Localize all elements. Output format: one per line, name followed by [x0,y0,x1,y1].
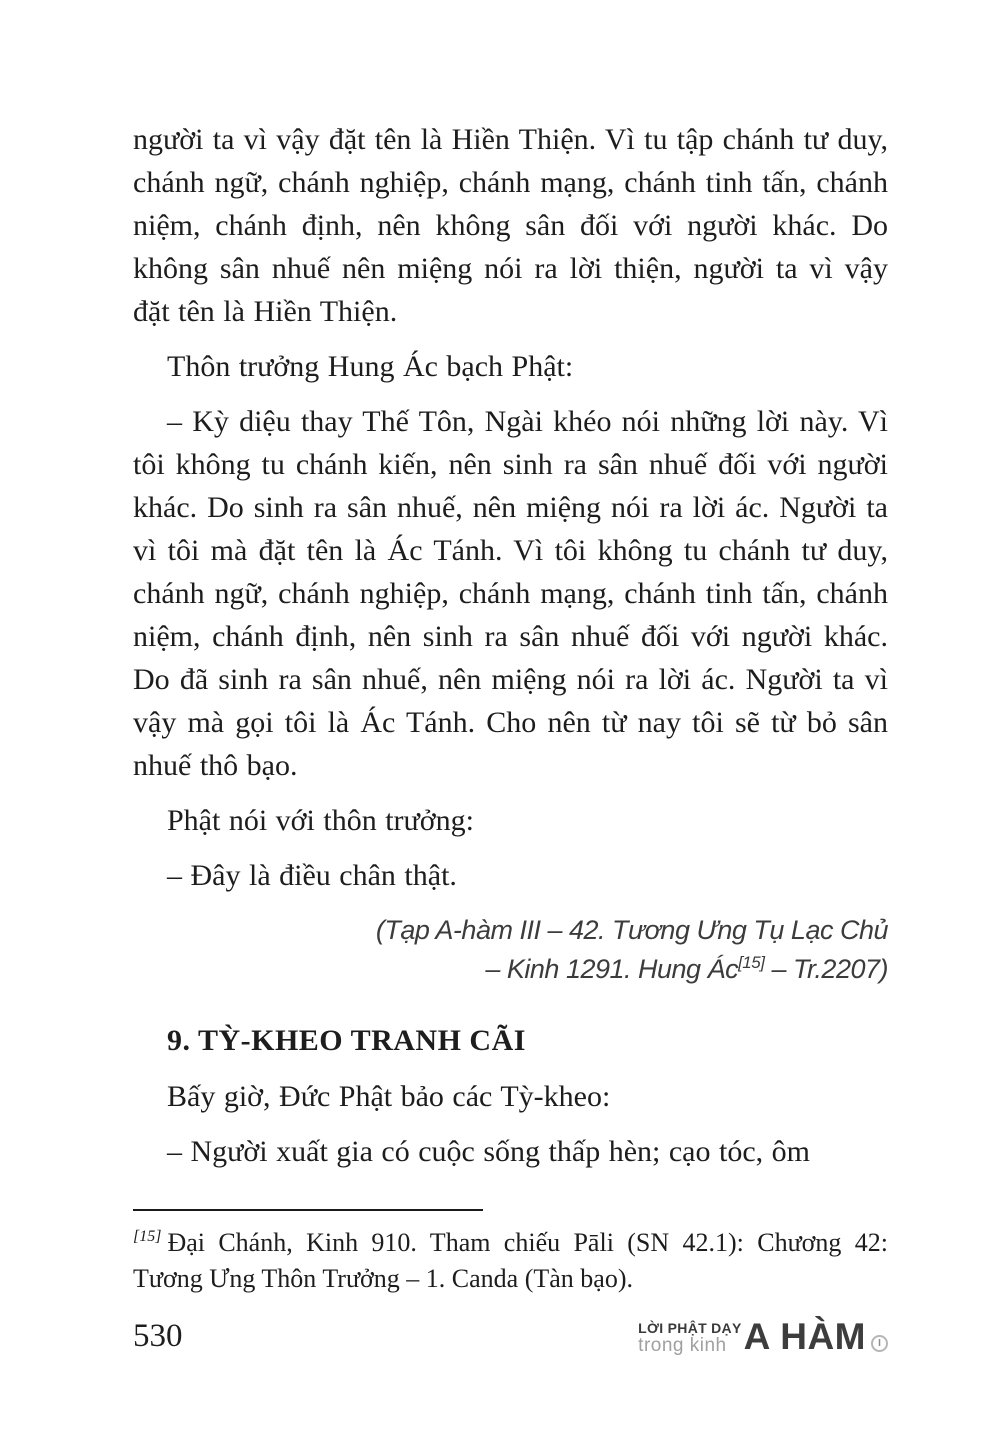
paragraph-continuation: người ta vì vậy đặt tên là Hiền Thiện. Vì tu tập chánh tư duy, chánh ngữ, chánh nghiệp, chánh mạng, chánh tinh tấn, chánh niệm, chánh định, nên không sân đối với người khác. Do không sân nhuế nên miệng nói ra lời thiện, người ta vì vậy đặt tên là Hiền Thiện. [133,123,888,328]
logo-subtitle-top: LỜI PHẬT DẠY [638,1320,742,1336]
footnote: [15] Đại Chánh, Kinh 910. Tham chiếu Pāli (SN 42.1): Chương 42: Tương Ưng Thôn Trưởng – 1. Canda (Tàn bạo). [133,1228,888,1293]
footnote-reference: [15] [738,953,765,972]
volume-badge [871,1335,888,1352]
publisher-logo [638,1318,888,1355]
footnote-marker: [15] [133,1228,162,1246]
page-number: 530 [133,1318,183,1354]
logo-title: A HÀM [743,1316,866,1357]
paragraph: Phật nói với thôn trưởng: [167,804,474,837]
citation-line: (Tạp A-hàm III – 42. Tương Ưng Tụ Lạc Chủ [375,915,888,945]
logo-subtitle-stack [638,1321,741,1355]
paragraph: Thôn trưởng Hung Ác bạch Phật: [167,350,574,383]
paragraph: – Đây là điều chân thật. [167,859,457,892]
scripture-citation [133,911,888,989]
paragraph: Bấy giờ, Đức Phật bảo các Tỳ-kheo: [167,1080,611,1113]
paragraph: – Người xuất gia có cuộc sống thấp hèn; cạo tóc, ôm [167,1135,810,1168]
logo-subtitle-bottom: trong kinh [638,1335,727,1356]
section-heading: 9. TỲ-KHEO TRANH CÃI [167,1024,526,1057]
paragraph: – Kỳ diệu thay Thế Tôn, Ngài khéo nói những lời này. Vì tôi không tu chánh kiến, nên sinh ra sân nhuế đối với người khác. Do sinh ra sân nhuế, nên miệng nói ra lời ác. Người ta vì tôi mà đặt tên là Ác Tánh. Vì tôi không tu chánh tư duy, chánh ngữ, chánh nghiệp, chánh mạng, chánh tinh tấn, chánh niệm, chánh định, nên sinh ra sân nhuế đối với người khác. Do đã sinh ra sân nhuế, nên miệng nói ra lời ác. Người ta vì vậy mà gọi tôi là Ác Tánh. Cho nên từ nay tôi sẽ từ bỏ sân nhuế thô bạo. [133,405,888,782]
page-content [133,118,888,1297]
citation-line: – Kinh 1291. Hung Ác[15] – Tr.2207) [485,953,888,984]
footnote-divider [133,1209,483,1211]
page-footer [133,1318,888,1355]
volume-number: I [878,1337,881,1349]
